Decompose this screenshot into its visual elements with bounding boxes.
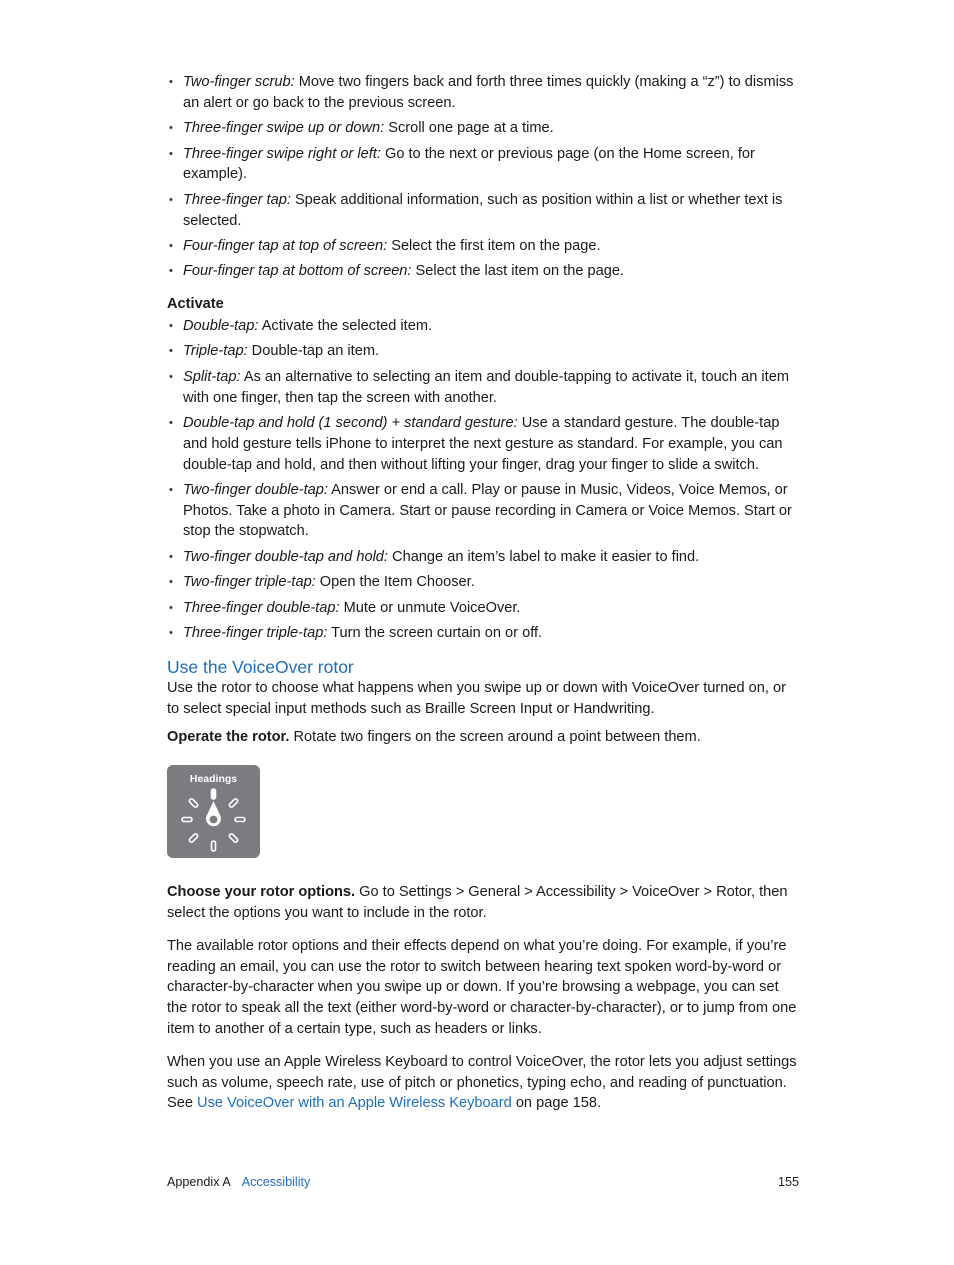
list-item bbox=[167, 623, 799, 644]
intro-paragraph: Use the rotor to choose what happens when you swipe up or down with VoiceOver turned on, or to select special input methods such as Braille Screen Input or Handwriting. bbox=[167, 679, 786, 717]
gesture-term: Two-finger triple-tap: bbox=[183, 574, 316, 591]
list-item bbox=[167, 413, 799, 475]
gesture-description: Turn the screen curtain on or off. bbox=[327, 625, 543, 642]
gesture-description: Use a standard gesture. The double-tap and hold gesture tells iPhone to interpret the next gesture as standard. For example, you can double-tap and hold, and then without lifting your finger, drag your finger to slide a switch. bbox=[183, 414, 783, 473]
choose-lead: Choose your rotor options. bbox=[167, 884, 356, 901]
list-item bbox=[167, 367, 799, 409]
operate-paragraph bbox=[167, 727, 799, 748]
section-title: Use the VoiceOver rotor bbox=[167, 656, 354, 677]
gesture-term: Two-finger scrub: bbox=[183, 74, 295, 90]
gesture-description: Answer or end a call. Play or pause in Music, Videos, Voice Memos, or Photos. Take a photo in Camera. Start or pause recording in Camera or Voice Memos. Start or stop the stopwatch. bbox=[183, 481, 792, 540]
list-item bbox=[167, 144, 799, 186]
keyboard-link[interactable]: Use VoiceOver with an Apple Wireless Keyboard bbox=[197, 1095, 512, 1112]
gesture-term: Double-tap and hold (1 second) + standard gesture: bbox=[183, 414, 518, 431]
operate-lead: Operate the rotor. bbox=[167, 729, 290, 746]
list-item bbox=[167, 598, 799, 619]
keyboard-after: on page 158. bbox=[511, 1095, 602, 1112]
gesture-term: Two-finger double-tap: bbox=[183, 481, 328, 498]
gesture-description: Go to the next or previous page (on the Home screen, for example). bbox=[183, 145, 755, 183]
gesture-term: Split-tap: bbox=[183, 368, 241, 385]
rotor-label: Headings bbox=[189, 773, 238, 786]
page-number: 155 bbox=[777, 1175, 799, 1189]
list-item bbox=[167, 572, 799, 593]
gesture-description: Activate the selected item. bbox=[258, 317, 433, 334]
rotor-dial-icon bbox=[167, 765, 260, 858]
gesture-term: Triple-tap: bbox=[183, 343, 248, 360]
gesture-list-navigate bbox=[167, 72, 799, 282]
gesture-term: Double-tap: bbox=[183, 317, 259, 334]
list-item bbox=[167, 547, 799, 568]
gesture-description: Mute or unmute VoiceOver. bbox=[339, 599, 521, 616]
gesture-description: Double-tap an item. bbox=[247, 343, 380, 360]
gesture-description: Select the last item on the page. bbox=[411, 263, 625, 280]
gesture-list-activate bbox=[167, 316, 799, 644]
operate-text: Rotate two fingers on the screen around a point between them. bbox=[289, 729, 701, 746]
gesture-term: Three-finger tap: bbox=[183, 191, 291, 208]
choose-paragraph bbox=[167, 882, 799, 924]
choose-text: Go to Settings > General > Accessibility > VoiceOver > Rotor, then select the options you want to include in the rotor. bbox=[167, 884, 788, 922]
keyboard-paragraph bbox=[167, 1052, 799, 1114]
list-item bbox=[167, 72, 799, 114]
effects-paragraph: The available rotor options and their effects depend on what you’re doing. For example, if you’re reading an email, you can use the rotor to switch between hearing text spoken word-by-word or character-by-character when you swipe up or down. If you’re browsing a webpage, you can set the rotor to speak all the text (either word-by-word or character-by-character), or to jump from one item to another of a certain type, such as headers or links. bbox=[167, 937, 797, 1038]
gesture-term: Three-finger double-tap: bbox=[183, 599, 340, 616]
rotor-image bbox=[167, 765, 260, 858]
list-item bbox=[167, 118, 799, 139]
list-item bbox=[167, 190, 799, 232]
gesture-term: Four-finger tap at top of screen: bbox=[183, 237, 388, 254]
gesture-description: As an alternative to selecting an item and double-tapping to activate it, touch an item with one finger, then tap the screen with another. bbox=[183, 368, 790, 406]
gesture-description: Select the first item on the page. bbox=[387, 237, 601, 254]
activate-heading: Activate bbox=[167, 296, 224, 313]
gesture-term: Three-finger swipe right or left: bbox=[183, 145, 381, 162]
gesture-term: Four-finger tap at bottom of screen: bbox=[183, 263, 412, 280]
gesture-description: Speak additional information, such as position within a list or whether text is selected. bbox=[183, 191, 783, 229]
footer-section-link[interactable]: Accessibility bbox=[241, 1175, 311, 1189]
list-item bbox=[167, 316, 799, 337]
gesture-term: Two-finger double-tap and hold: bbox=[183, 548, 388, 565]
list-item bbox=[167, 341, 799, 362]
page-content bbox=[167, 72, 799, 1114]
gesture-description: Open the Item Chooser. bbox=[315, 574, 475, 591]
footer-appendix: Appendix A bbox=[167, 1175, 231, 1189]
page-footer bbox=[167, 1174, 799, 1190]
gesture-description: Change an item’s label to make it easier to find. bbox=[387, 548, 700, 565]
list-item bbox=[167, 480, 799, 542]
gesture-term: Three-finger triple-tap: bbox=[183, 625, 328, 642]
list-item bbox=[167, 236, 799, 257]
keyboard-text: When you use an Apple Wireless Keyboard to control VoiceOver, the rotor lets you adjust settings such as volume, speech rate, use of pitch or phonetics, typing echo, and reading of punctuation. See bbox=[167, 1053, 797, 1112]
list-item bbox=[167, 261, 799, 282]
gesture-description: Scroll one page at a time. bbox=[384, 120, 554, 137]
gesture-description: Move two fingers back and forth three times quickly (making a “z”) to dismiss an alert or go back to the previous screen. bbox=[183, 74, 794, 111]
gesture-term: Three-finger swipe up or down: bbox=[183, 120, 385, 137]
